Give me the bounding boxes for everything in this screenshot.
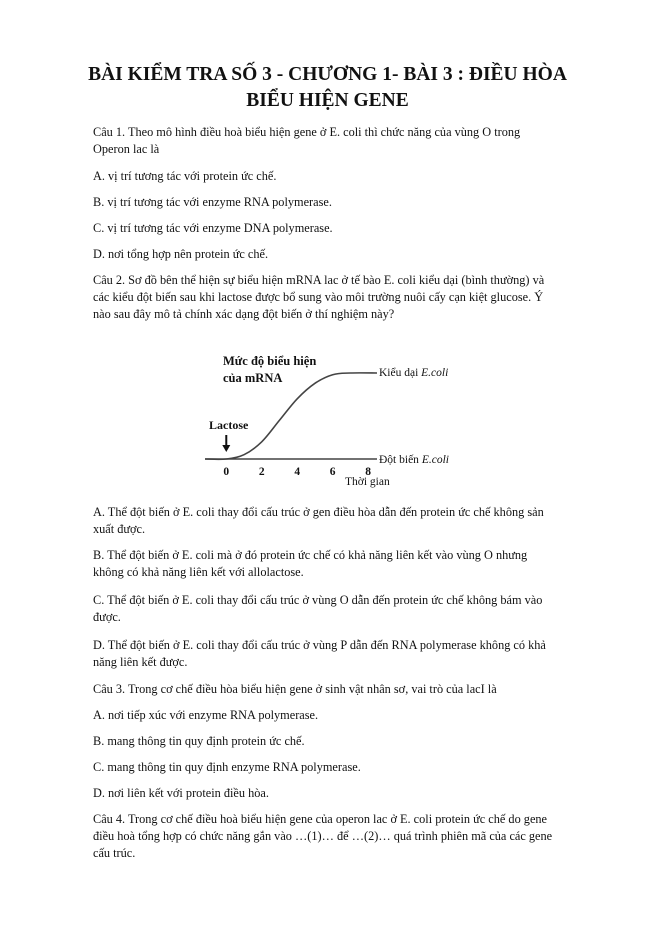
document-title <box>60 62 595 114</box>
question-3-stem: Câu 3. Trong cơ chế điều hòa biểu hiện gene ở sinh vật nhân sơ, vai trò của lacI là <box>93 682 497 696</box>
x-tick-label: 8 <box>365 466 372 478</box>
question-1-option-a: A. vị trí tương tác với protein ức chế. <box>93 169 277 183</box>
mrna-expression-chart <box>195 345 480 495</box>
question-2-stem: Câu 2. Sơ đồ bên thể hiện sự biểu hiện mRNA lac ở tế bào E. coli kiểu dại (bình thường) và các kiểu đột biến sau khi lactose được bổ sung vào môi trường nuôi cấy cạn kiệt glucose. Ý nào sau đây mô tả chính xác dạng đột biến ở thí nghiệm này? <box>93 273 545 321</box>
chart-series-group <box>205 373 377 459</box>
question-2-option-c: C. Thể đột biến ở E. coli thay đổi cấu trúc ở vùng O dẫn đến protein ức chế không bám vào được. <box>93 593 543 624</box>
question-3-option-a: A. nơi tiếp xúc với enzyme RNA polymerase. <box>93 708 319 722</box>
lactose-annotation: Lactose <box>209 418 249 432</box>
question-1-option-c: C. vị trí tương tác với enzyme DNA polymerase. <box>93 221 333 235</box>
series-line-wild-type <box>205 373 377 459</box>
title-line-2: BIỂU HIỆN GENE <box>246 90 409 111</box>
question-4-stem: Câu 4. Trong cơ chế điều hoà biểu hiện gene của operon lac ở E. coli protein ức chế do gene điều hoà tổng hợp có chức năng gắn vào …(1)… để …(2)… quá trình phiên mã của các gene cấu trúc. <box>93 812 553 860</box>
question-1-option-b: B. vị trí tương tác với enzyme RNA polymerase. <box>93 195 332 209</box>
question-3-option-d: D. nơi liên kết với protein điều hòa. <box>93 786 269 800</box>
x-tick-label: 4 <box>294 466 301 478</box>
question-1-stem: Câu 1. Theo mô hình điều hoà biểu hiện gene ở E. coli thì chức năng của vùng O trong Operon lac là <box>93 125 521 156</box>
question-3-option-b: B. mang thông tin quy định protein ức chế. <box>93 734 305 748</box>
question-1-option-d: D. nơi tổng hợp nên protein ức chế. <box>93 247 269 261</box>
chart-svg <box>195 345 480 495</box>
question-2-option-d: D. Thể đột biến ở E. coli thay đổi cấu trúc ở vùng P dẫn đến RNA polymerase không có khả năng liên kết được. <box>93 638 546 669</box>
question-3-option-c: C. mang thông tin quy định enzyme RNA polymerase. <box>93 760 361 774</box>
x-tick-label: 6 <box>329 466 336 478</box>
question-2-option-b: B. Thể đột biến ở E. coli mà ở đó protein ức chế có khả năng liên kết vào vùng O nhưng không có khả năng liên kết với allolactose. <box>93 548 528 579</box>
question-2-option-a: A. Thể đột biến ở E. coli thay đổi cấu trúc ở gen điều hòa dẫn đến protein ức chế không sản xuất được. <box>93 505 544 536</box>
x-tick-label: 2 <box>258 466 265 478</box>
x-tick-label: 0 <box>223 466 230 478</box>
chart-title-line-1: Mức độ biểu hiện <box>223 354 317 368</box>
series-labels-group <box>379 366 449 466</box>
x-axis-label: Thời gian <box>345 476 390 488</box>
chart-title-line-2: của mRNA <box>223 371 283 385</box>
title-line-1: BÀI KIỂM TRA SỐ 3 - CHƯƠNG 1- BÀI 3 : ĐIỀU HÒA <box>88 64 567 85</box>
series-label-wild-type: Kiểu dại E.coli <box>379 367 449 379</box>
lactose-arrow-icon <box>222 435 230 452</box>
series-label-mutant: Đột biến E.coli <box>379 454 449 466</box>
